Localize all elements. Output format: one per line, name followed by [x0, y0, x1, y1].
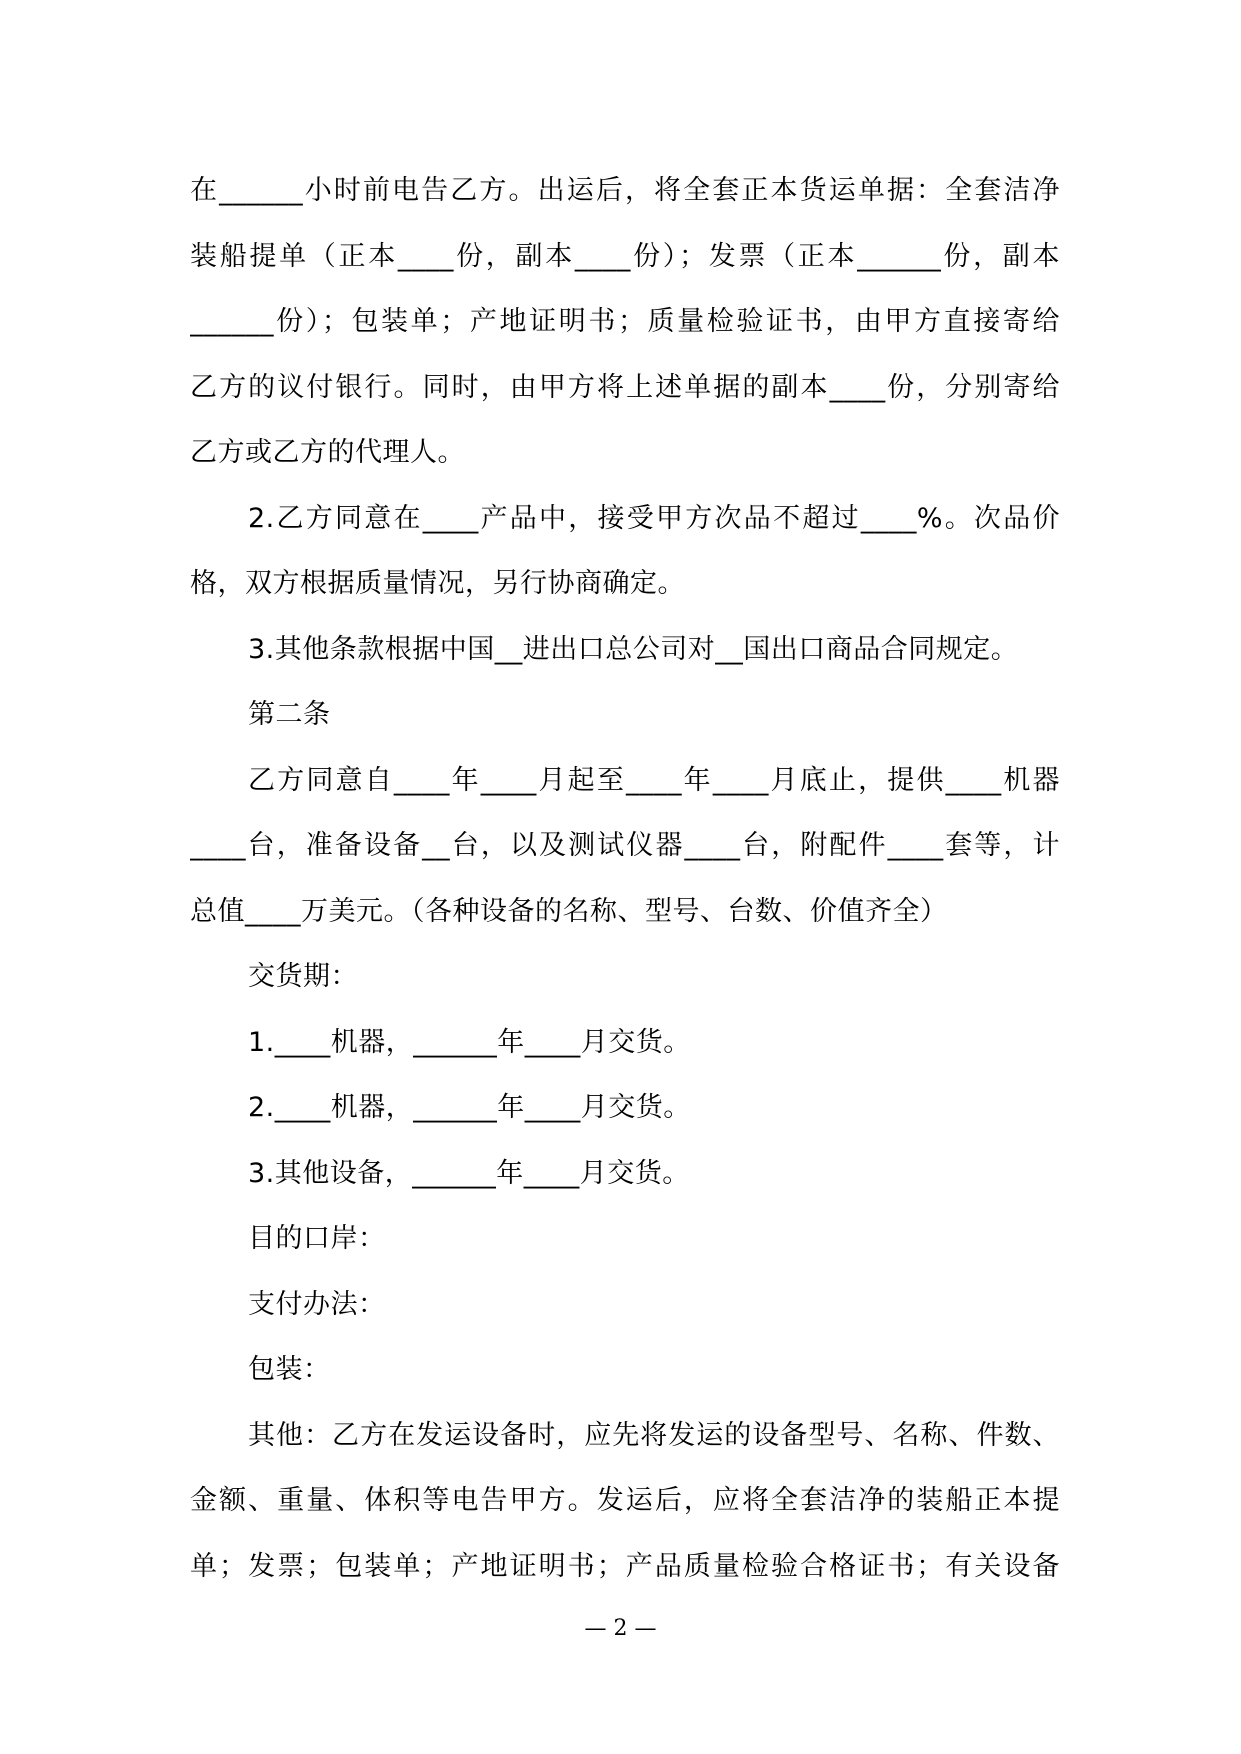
- clause-3-line: 3.其他条款根据中国__进出口总公司对__国出口商品合同规定。: [248, 633, 1019, 665]
- text-line-1: 在______小时前电告乙方。出运后，将全套正本货运单据：全套洁净: [190, 175, 1060, 206]
- delivery-item-2: 2.____机器，______年____月交货。: [248, 1092, 691, 1123]
- text-line-5: 乙方或乙方的代理人。: [190, 437, 465, 468]
- delivery-item-1: 1.____机器，______年____月交货。: [248, 1026, 691, 1058]
- other-line-2: 金额、重量、体积等电告甲方。发运后，应将全套洁净的装船正本提: [190, 1485, 1060, 1516]
- contract-body: [190, 158, 1060, 1599]
- packaging-label: 包装：: [248, 1354, 331, 1385]
- destination-port-label: 目的口岸：: [248, 1223, 386, 1254]
- other-line-3: 单；发票；包装单；产地证明书；产品质量检验合格证书；有关设备: [190, 1550, 1060, 1582]
- clause-2-line-1: 2.乙方同意在____产品中，接受甲方次品不超过____%。次品价: [248, 502, 1060, 534]
- article-2-line-2: ____台，准备设备__台，以及测试仪器____台，附配件____套等，计: [190, 830, 1060, 861]
- text-line-2: 装船提单（正本____份，副本____份）；发票（正本______份，副本: [190, 240, 1060, 272]
- article-2-heading: 第二条: [248, 699, 331, 730]
- text-line-3: ______份）；包装单；产地证明书；质量检验证书，由甲方直接寄给: [190, 306, 1060, 337]
- article-2-line-3: 总值____万美元。（各种设备的名称、型号、台数、价值齐全）: [190, 895, 948, 927]
- payment-method-label: 支付办法：: [248, 1288, 386, 1320]
- delivery-item-3: 3.其他设备，______年____月交货。: [248, 1157, 690, 1189]
- page-number: — 2 —: [584, 1616, 657, 1641]
- clause-2-line-2: 格，双方根据质量情况，另行协商确定。: [190, 568, 685, 599]
- other-line-1: 其他：乙方在发运设备时，应先将发运的设备型号、名称、件数、: [248, 1419, 1060, 1451]
- text-line-4: 乙方的议付银行。同时，由甲方将上述单据的副本____份，分别寄给: [190, 371, 1060, 403]
- delivery-period-label: 交货期：: [248, 961, 358, 992]
- article-2-line-1: 乙方同意自____年____月起至____年____月底止，提供____机器: [248, 764, 1060, 796]
